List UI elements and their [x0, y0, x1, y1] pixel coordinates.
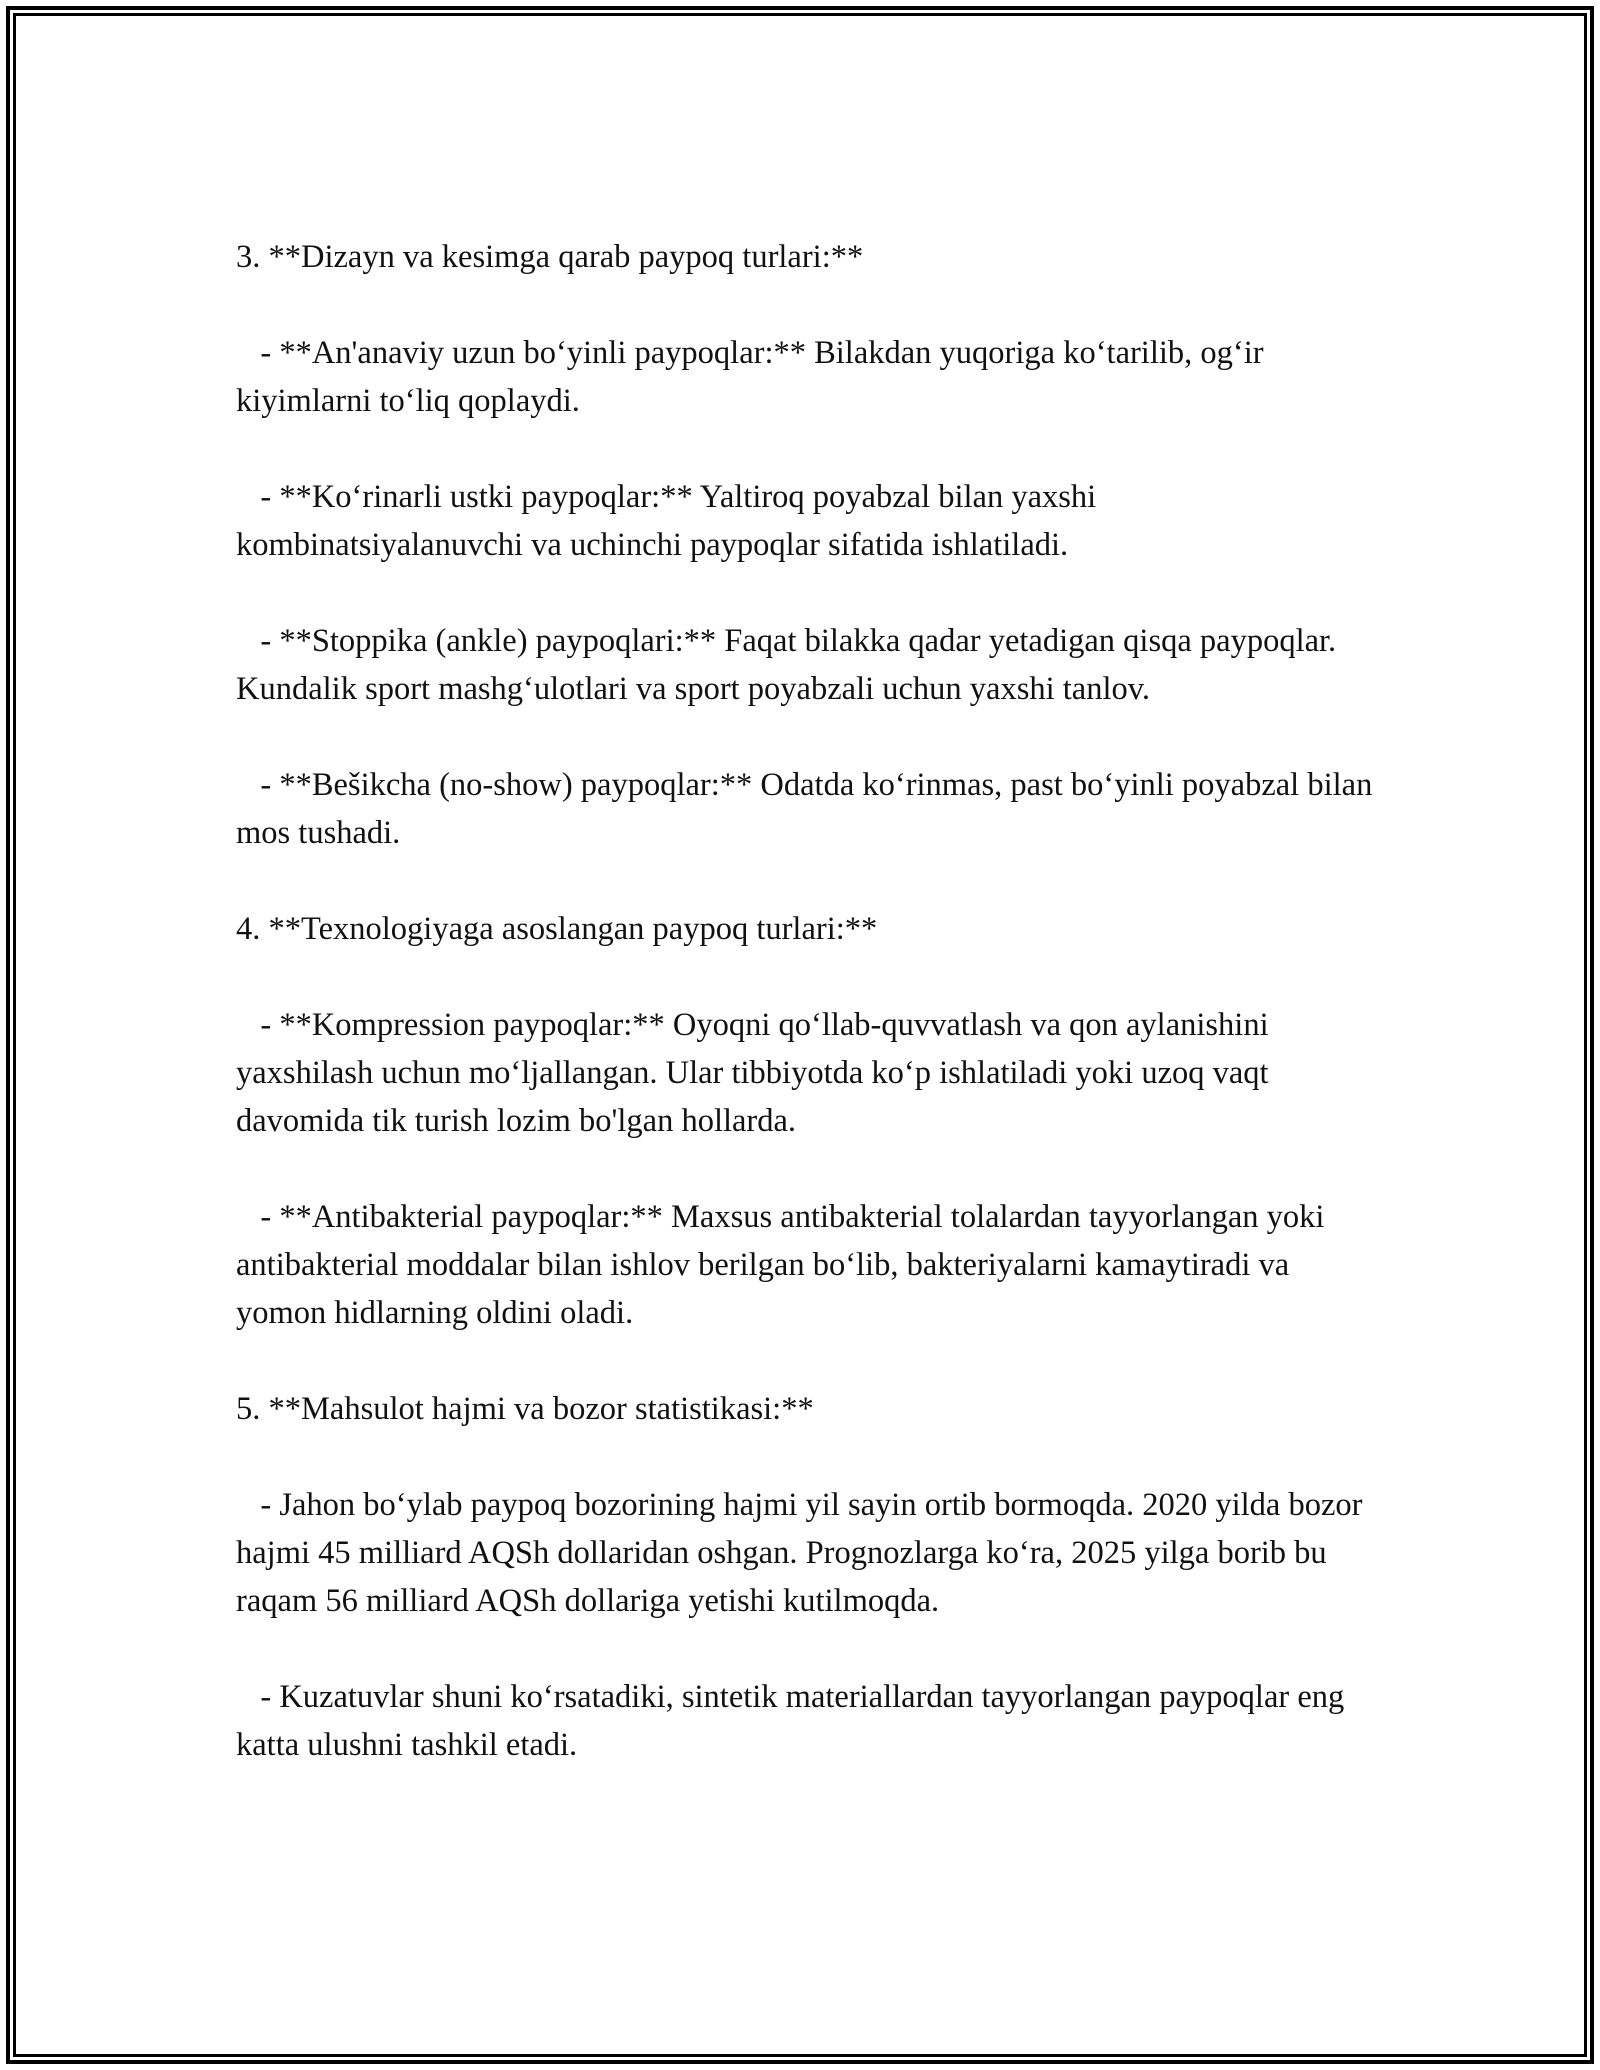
list-item-antibacterial-socks: - **Antibakterial paypoqlar:** Maxsus antibakterial tolalardan tayyorlangan yoki antibakterial moddalar bilan ishlov berilgan bo‘lib, bakteriyalarni kamaytiradi va yomon hidlarning oldini oladi.	[236, 1199, 1333, 1331]
section-heading-3: 3. **Dizayn va kesimga qarab paypoq turlari:**	[236, 239, 864, 275]
document-body	[236, 233, 1386, 1769]
list-item-long-socks: - **An'anaviy uzun bo‘yinli paypoqlar:** Bilakdan yuqoriga ko‘tarilib, og‘ir kiyimlarni to‘liq qoplaydi.	[236, 335, 1272, 419]
list-item-market-size: - Jahon bo‘ylab paypoq bozorining hajmi yil sayin ortib bormoqda. 2020 yilda bozor hajmi 45 milliard AQSh dollaridan oshgan. Prognozlarga ko‘ra, 2025 yilga borib bu raqam 56 milliard AQSh dollariga yetishi kutilmoqda.	[236, 1487, 1371, 1619]
list-item-compression-socks: - **Kompression paypoqlar:** Oyoqni qo‘llab-quvvatlash va qon aylanishini yaxshilash uchun mo‘ljallangan. Ular tibbiyotda ko‘p ishlatiladi yoki uzoq vaqt davomida tik turish lozim bo'lgan hollarda.	[236, 1007, 1277, 1139]
list-item-visible-socks: - **Ko‘rinarli ustki paypoqlar:** Yaltiroq poyabzal bilan yaxshi kombinatsiyalanuvchi va uchinchi paypoqlar sifatida ishlatiladi.	[236, 479, 1105, 563]
section-heading-5: 5. **Mahsulot hajmi va bozor statistikasi:**	[236, 1391, 814, 1427]
section-heading-4: 4. **Texnologiyaga asoslangan paypoq turlari:**	[236, 911, 878, 947]
list-item-no-show-socks: - **Bešikcha (no-show) paypoqlar:** Odatda ko‘rinmas, past bo‘yinli poyabzal bilan mos tushadi.	[236, 767, 1381, 851]
list-item-ankle-socks: - **Stoppika (ankle) paypoqlari:** Faqat bilakka qadar yetadigan qisqa paypoqlar. Kundalik sport mashg‘ulotlari va sport poyabzali uchun yaxshi tanlov.	[236, 623, 1345, 707]
list-item-synthetic-share: - Kuzatuvlar shuni ko‘rsatadiki, sintetik materiallardan tayyorlangan paypoqlar eng katta ulushni tashkil etadi.	[236, 1679, 1353, 1763]
